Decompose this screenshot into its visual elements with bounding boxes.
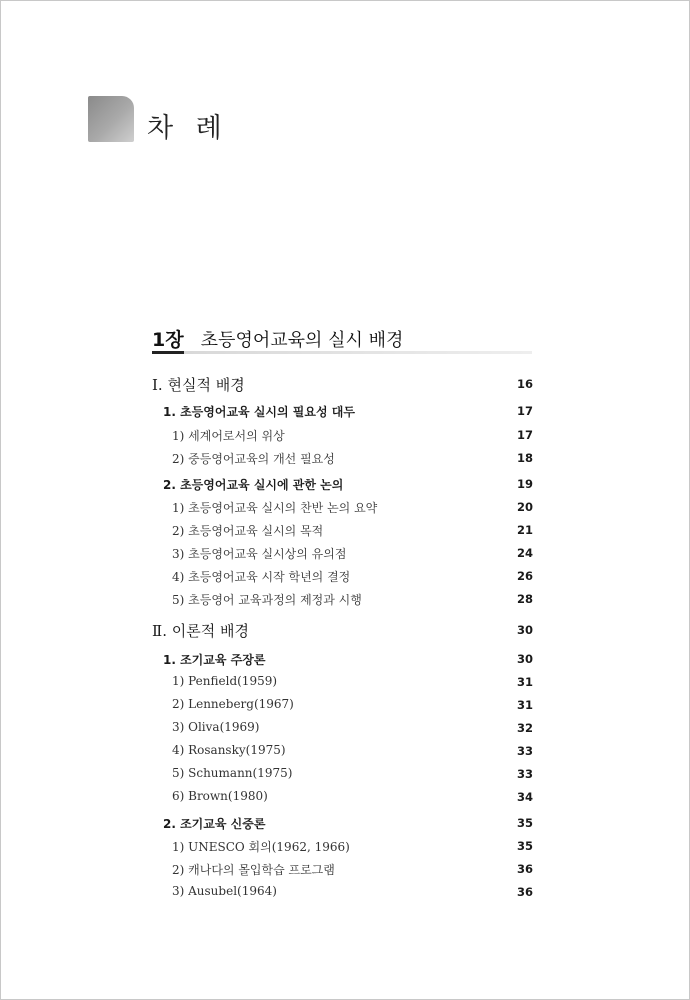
toc-entry-label: 5) 초등영어 교육과정의 제정과 시행: [172, 593, 362, 607]
toc-subsection-entry: [0, 815, 690, 835]
toc-entry-label: 4) 초등영어교육 시작 학년의 결정: [172, 570, 351, 584]
toc-subsection-entry: [0, 651, 690, 671]
toc-page-number: 18: [516, 451, 533, 465]
toc-page-number: 26: [516, 569, 533, 583]
toc-item-entry: [0, 450, 690, 470]
toc-entry-label: 2) 초등영어교육 실시의 목적: [172, 524, 324, 538]
toc-item-entry: [0, 568, 690, 588]
toc-item-entry: [0, 884, 690, 904]
chapter-underline: [152, 351, 532, 354]
toc-page-number: 28: [516, 592, 533, 606]
toc-section-entry: [0, 377, 690, 397]
toc-entry-label: 3) 초등영어교육 실시상의 유의점: [172, 547, 347, 561]
toc-item-entry: [0, 591, 690, 611]
toc-entry-label: 4) Rosansky(1975): [172, 743, 286, 757]
toc-subsection-entry: [0, 476, 690, 496]
toc-item-entry: [0, 499, 690, 519]
toc-page-number: 34: [516, 790, 533, 804]
chapter-name: 초등영어교육의 실시 배경: [200, 330, 404, 351]
toc-page-number: 33: [516, 767, 533, 781]
toc-entry-label: 2. 초등영어교육 실시에 관한 논의: [163, 478, 344, 492]
toc-entry-label: 1) 초등영어교육 실시의 찬반 논의 요약: [172, 501, 378, 515]
toc-item-entry: [0, 522, 690, 542]
page-title: 차 례: [147, 113, 229, 144]
toc-entry-label: 1) Penfield(1959): [172, 674, 278, 688]
toc-subsection-entry: [0, 403, 690, 423]
toc-entry-label: 2. 조기교육 신중론: [163, 817, 266, 831]
toc-item-entry: [0, 720, 690, 740]
toc-entry-label: 2) 중등영어교육의 개선 필요성: [172, 452, 335, 466]
toc-entry-label: 3) Ausubel(1964): [172, 884, 277, 898]
chapter-number: 1장: [152, 329, 184, 351]
toc-entry-label: 1. 초등영어교육 실시의 필요성 대두: [163, 405, 355, 419]
toc-entry-label: 5) Schumann(1975): [172, 766, 293, 780]
toc-page-number: 36: [516, 885, 533, 899]
title-decoration-block: [88, 96, 134, 142]
toc-page-number: 31: [516, 675, 533, 689]
toc-page-number: 33: [516, 744, 533, 758]
toc-entry-label: 2) Lenneberg(1967): [172, 697, 294, 711]
toc-page-number: 30: [516, 623, 533, 637]
toc-entry-label: 1) 세계어로서의 위상: [172, 429, 285, 443]
toc-entry-label: 3) Oliva(1969): [172, 720, 260, 734]
toc-entry-label: Ⅱ. 이론적 배경: [152, 622, 249, 640]
toc-item-entry: [0, 743, 690, 763]
toc-entry-label: 1) UNESCO 회의(1962, 1966): [172, 840, 350, 854]
toc-entry-label: Ⅰ. 현실적 배경: [152, 376, 245, 394]
toc-section-entry: [0, 623, 690, 643]
toc-page-number: 20: [516, 500, 533, 514]
toc-item-entry: [0, 697, 690, 717]
toc-item-entry: [0, 545, 690, 565]
toc-page-number: 36: [516, 862, 533, 876]
toc-item-entry: [0, 766, 690, 786]
toc-entry-label: 6) Brown(1980): [172, 789, 268, 803]
toc-item-entry: [0, 838, 690, 858]
toc-page-number: 17: [516, 428, 533, 442]
toc-page-number: 19: [516, 477, 533, 491]
toc-entry-label: 2) 캐나다의 몰입학습 프로그램: [172, 863, 335, 877]
toc-page-number: 21: [516, 523, 533, 537]
toc-page-number: 35: [516, 839, 533, 853]
toc-page-number: 24: [516, 546, 533, 560]
toc-item-entry: [0, 427, 690, 447]
toc-page-number: 35: [516, 816, 533, 830]
toc-page-number: 30: [516, 652, 533, 666]
chapter-heading: [152, 325, 403, 352]
toc-page-number: 17: [516, 404, 533, 418]
toc-item-entry: [0, 674, 690, 694]
toc-page-number: 32: [516, 721, 533, 735]
toc-item-entry: [0, 789, 690, 809]
toc-item-entry: [0, 861, 690, 881]
toc-entry-label: 1. 조기교육 주장론: [163, 653, 266, 667]
toc-page-number: 16: [516, 377, 533, 391]
toc-page-number: 31: [516, 698, 533, 712]
